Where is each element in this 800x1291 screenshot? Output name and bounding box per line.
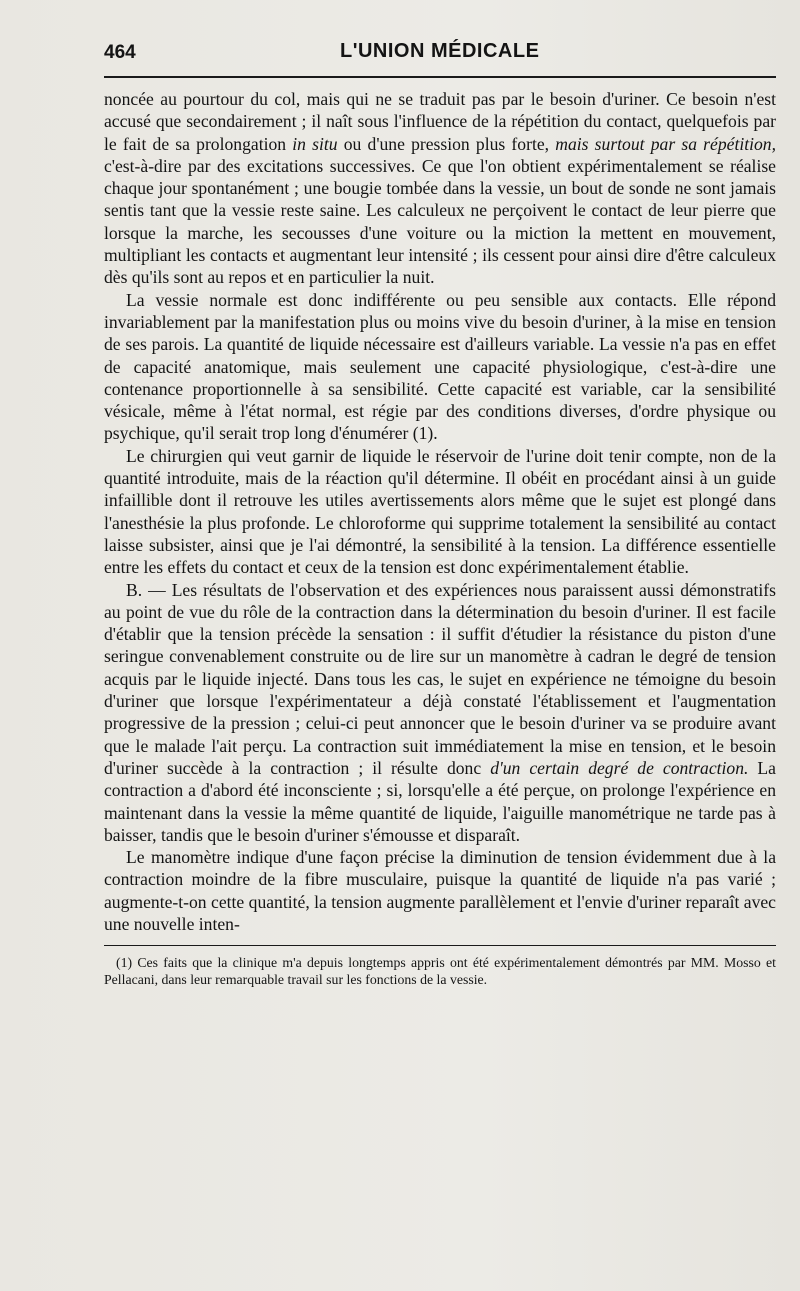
paragraph-5: Le manomètre indique d'une façon précise la diminution de tension évidemment due à la contraction moindre de la fibre musculaire, puisque la quantité de liquide n'a pas varié ; augmente-t-on cette quantité, la tension augmente parallèlement et l'envie d'uriner reparaît avec une nouvelle inten- — [104, 847, 776, 934]
paragraph-1 — [104, 88, 776, 289]
paragraph-2: La vessie normale est donc indifférente ou peu sensible aux contacts. Elle répond invariablement par la manifestation plus ou moins vive du besoin d'uriner, à la mise en tension de ses parois. La quantité de liquide nécessaire est d'ailleurs variable. La vessie n'a pas en effet de capacité anatomique, mais seulement une capacité physiologique, c'est-à-dire une contenance proportionnelle à sa sensibilité. Cette capacité est variable, car la sensibilité vésicale, même à l'état normal, est régie par des conditions diverses, d'ordre physique ou psychique, qu'il serait trop long d'énumérer (1). — [104, 289, 776, 444]
paragraph-1-italic-repetition: mais surtout par sa répétition, — [555, 133, 776, 154]
page-number: 464 — [104, 42, 136, 63]
header-rule — [104, 76, 776, 78]
paragraph-1-text-a: noncée au pourtour du col, mais qui ne se traduit pas par le besoin d'uriner. Ce besoin n'est accusé que secondairement ; il naît sous l'influence de la répétition du contact, quelquefois par le fait de sa prolongation — [104, 89, 776, 154]
paragraph-1-text-c: c'est-à-dire par des excitations successives. Ce que l'on obtient expérimentalement se réalise chaque jour spontanément ; une bougie tombée dans la vessie, un bout de sonde ne sont jamais sentis tant que la vessie reste saine. Les calculeux ne perçoivent le contact de leur pierre que lorsque la marche, les secousses d'une voiture ou la miction la mettent en mouvement, multipliant les contacts et augmentant leur intensité ; ils cessent pour ainsi dire d'être calculeux dès qu'ils sont au repos et en particulier la nuit. — [104, 155, 776, 288]
running-title: L'UNION MÉDICALE — [340, 40, 540, 62]
paragraph-4-text-a: B. — Les résultats de l'observation et des expériences nous paraissent aussi démonstratifs au point de vue du rôle de la contraction dans la détermination du besoin d'uriner. Il est facile d'établir que la tension précède la sensation : il suffit d'étudier la résistance du piston d'une seringue convenablement construite ou de lire sur un manomètre à cadran le degré de tension acquis par le liquide injecté. Dans tous les cas, le sujet en expérience ne témoigne du besoin d'uriner que lorsque l'expérimentateur a déjà constaté l'établissement et l'augmentation progressive de la pression ; celui-ci peut annoncer que le besoin d'uriner va se produire avant que le malade l'ait perçu. La contraction suit immédiatement la mise en tension, et le besoin d'uriner succède à la contraction ; il résulte donc — [104, 579, 776, 778]
body-text — [104, 88, 776, 935]
footnote: (1) Ces faits que la clinique m'a depuis longtemps appris ont été expérimentalement démontrés par MM. Mosso et Pellacani, dans leur remarquable travail sur les fonctions de la vessie. — [104, 955, 776, 988]
paragraph-3: Le chirurgien qui veut garnir de liquide le réservoir de l'urine doit tenir compte, non de la quantité introduite, mais de la réaction qu'il détermine. Il obéit en procédant ainsi à un guide infaillible dont il retrouve les utiles avertissements alors même que le sujet est plongé dans l'anesthésie la plus profonde. Le chloroforme qui supprime totalement la sensibilité au contact laisse subsister, ainsi que je l'ai démontré, la sensibilité à la tension. La différence essentielle entre les effets du contact et ceux de la tension est donc expérimentalement établie. — [104, 445, 776, 578]
footnote-rule — [104, 945, 776, 946]
paragraph-4 — [104, 579, 776, 847]
paragraph-1-text-b: ou d'une pression plus forte, — [337, 133, 556, 154]
paragraph-1-italic-in-situ: in situ — [292, 133, 338, 154]
page-header — [104, 36, 776, 66]
paragraph-4-italic: d'un certain degré de contraction. — [490, 757, 749, 778]
paragraph-4-text-b: La contraction a d'abord été inconsciente ; si, lorsqu'elle a été perçue, on prolonge l'expérience en maintenant dans la vessie la même quantité de liquide, l'aiguille manométrique ne tarde pas à baisser, tandis que le besoin d'uriner s'émousse et disparaît. — [104, 757, 776, 845]
